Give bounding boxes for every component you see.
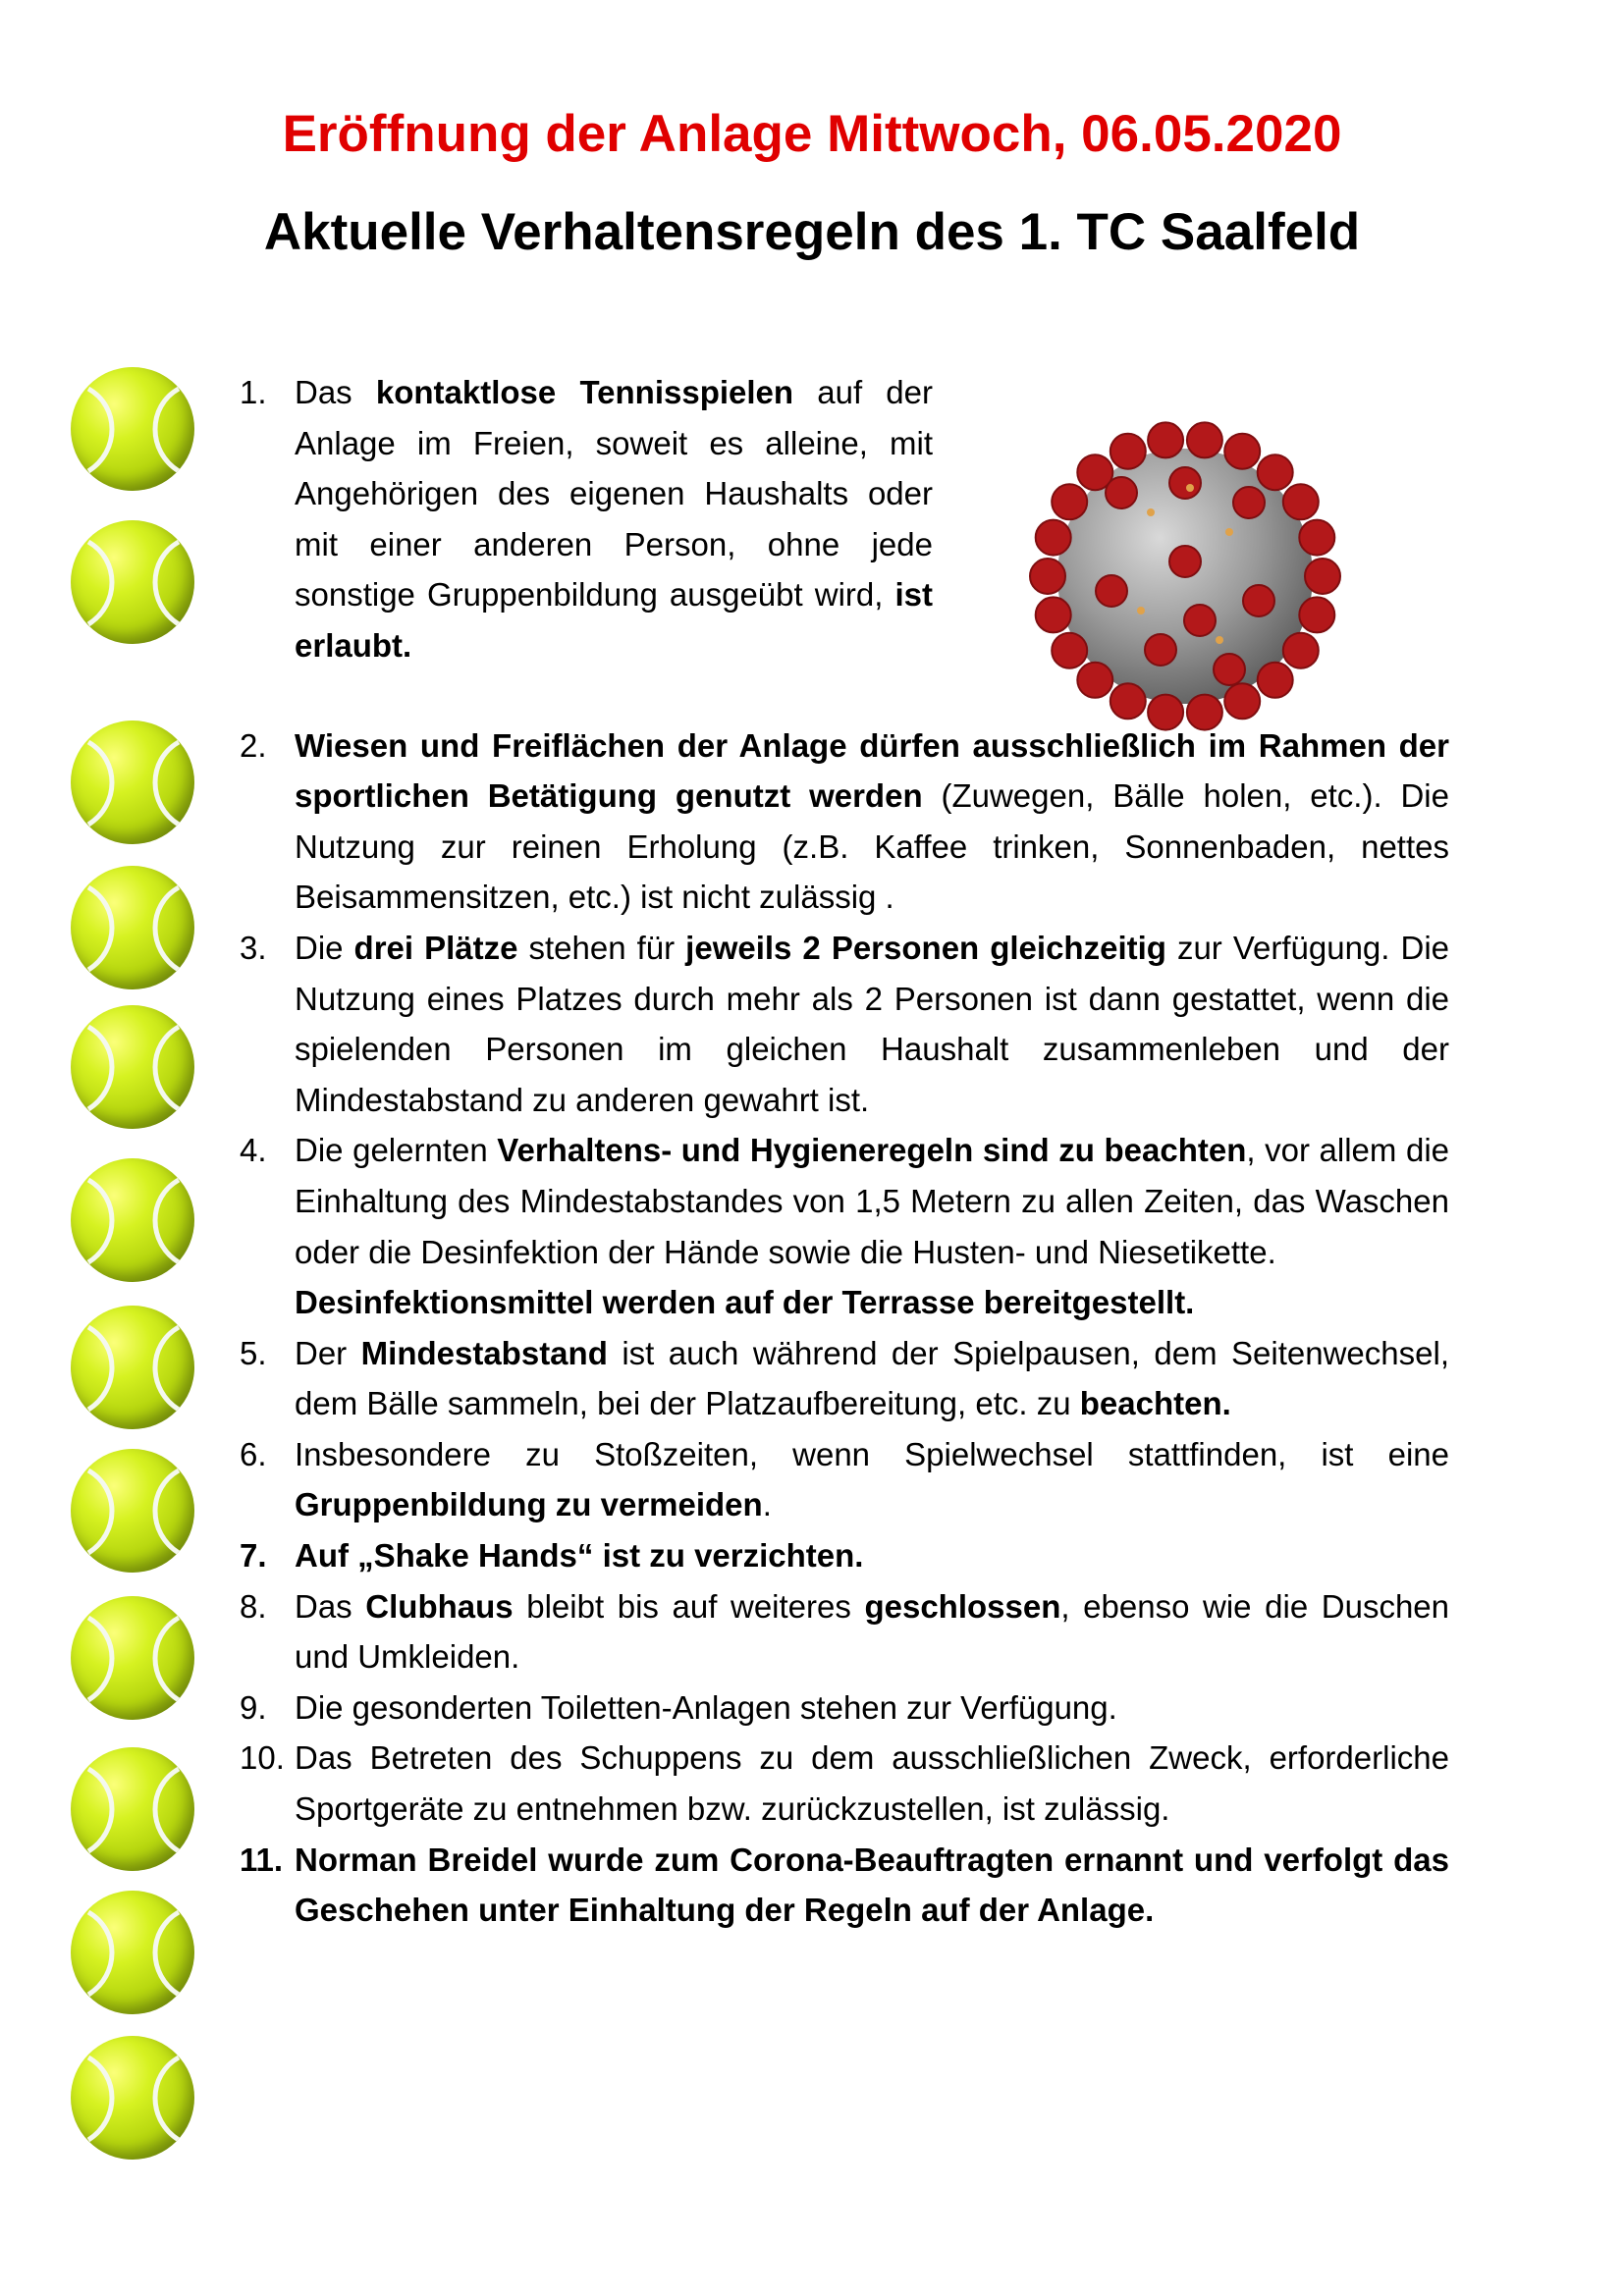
rule-number: 5. [240, 1334, 267, 1371]
rule-text-part: ist erlaubt. [295, 576, 933, 664]
tennis-ball-icon [71, 1158, 194, 1282]
rule-text-part: ist auch während der Spielpausen, dem Seitenwechsel, dem Bälle sammeln, bei der Platzaufbereitung, etc. zu [295, 1334, 1449, 1422]
rule-number: 2. [240, 726, 267, 764]
rule-text [295, 1733, 1449, 1834]
rule-text-part: auf der Anlage im Freien, soweit es alleine, mit Angehörigen des eigenen Haushalts oder mit einer anderen Person, ohne jede sonstige Gruppenbildung ausgeübt wird, [295, 374, 933, 614]
rule-number: 8. [240, 1587, 267, 1625]
rule-text [295, 1328, 1449, 1429]
tennis-ball-icon [71, 367, 194, 491]
rule-text-part: Auf „Shake Hands“ ist zu verzichten. [295, 1537, 864, 1575]
rule-text-part: . [762, 1486, 772, 1523]
rule-text-part: , ebenso wie die Duschen und Umkleiden. [295, 1587, 1450, 1676]
rule-text [295, 1429, 1449, 1530]
page-subtitle: Aktuelle Verhaltensregeln des 1. TC Saalfeld [263, 203, 1361, 261]
rule-item [240, 1682, 1449, 1734]
tennis-ball-icon [71, 2036, 194, 2160]
rules-list [240, 367, 1449, 1936]
rule-item [240, 1581, 1449, 1682]
rule-text-part: Wiesen und Freiflächen der Anlage dürfen ausschließlich im Rahmen der sportlichen Betätigung genutzt werden [295, 726, 1449, 815]
rule-item [240, 1733, 1449, 1834]
rule-text-part: Norman Breidel wurde zum Corona-Beauftragten ernannt und verfolgt das Geschehen unter Einhaltung der Regeln auf der Anlage. [295, 1841, 1449, 1929]
rule-number: 11. [240, 1841, 284, 1878]
rule-item [240, 1328, 1449, 1429]
rule-number: 1. [240, 374, 267, 410]
rule-text-part: Die [295, 929, 354, 966]
rule-text-part: Der [295, 1334, 361, 1371]
tennis-ball-icon [71, 1891, 194, 2014]
rule-text-part: geschlossen [864, 1587, 1061, 1625]
rule-text [295, 367, 933, 671]
rule-number: 9. [240, 1688, 267, 1726]
rule-text-part: kontaktlose Tennisspielen [375, 374, 794, 410]
tennis-ball-icon [71, 520, 194, 644]
rule-text-part: Insbesondere zu Stoßzeiten, wenn Spielwechsel stattfinden, ist eine [295, 1435, 1449, 1472]
tennis-ball-icon [71, 1747, 194, 1871]
rule-text [295, 721, 1449, 923]
rule-text-part: (Zuwegen, Bälle holen, etc.). Die Nutzung zur reinen Erholung (z.B. Kaffee trinken, Sonnenbaden, nettes Beisammensitzen, etc.) ist nicht zulässig . [295, 777, 1449, 916]
rule-text [295, 1125, 1449, 1327]
tennis-ball-icon [71, 1005, 194, 1129]
rule-text-part: Das [295, 374, 376, 410]
tennis-ball-icon [71, 866, 194, 989]
rule-text-part: zur Verfügung. Die Nutzung eines Platzes durch mehr als 2 Personen ist dann gestattet, wenn die spielenden Personen im gleichen Haushalt zusammenleben und der Mindestabstand zu anderen gewahrt ist. [295, 929, 1449, 1118]
rule-number: 6. [240, 1435, 267, 1472]
tennis-ball-icon [71, 1306, 194, 1429]
rule-item [240, 721, 1449, 923]
rule-number: 4. [240, 1132, 267, 1169]
page-title: Eröffnung der Anlage Mittwoch, 06.05.2020 [282, 105, 1342, 163]
rule-text [295, 1835, 1449, 1936]
rule-text [295, 1682, 1449, 1734]
rule-text [295, 923, 1449, 1125]
tennis-ball-icon [71, 1449, 194, 1573]
rule-text-part: beachten. [1079, 1385, 1231, 1422]
rule-text-part: jeweils 2 Personen gleichzeitig [685, 929, 1166, 966]
rule-text-part: Das [295, 1587, 366, 1625]
rule-text-part: Mindestabstand [360, 1334, 608, 1371]
rule-number: 3. [240, 929, 267, 966]
rule-text-part: stehen für [517, 929, 686, 966]
rule-text-part: bleibt bis auf weiteres [513, 1587, 865, 1625]
rule-text [295, 1530, 1449, 1581]
rule-text-part: , vor allem die Einhaltung des Mindestabstandes von 1,5 Metern zu allen Zeiten, das Waschen oder die Desinfektion der Hände sowie die Husten- und Niesetikette. [295, 1132, 1450, 1270]
rule-item [240, 1530, 1449, 1581]
rule-text-part: Das Betreten des Schuppens zu dem ausschließlichen Zweck, erforderliche Sportgeräte zu entnehmen bzw. zurückzustellen, ist zulässig. [295, 1739, 1449, 1828]
tennis-ball-icon [71, 721, 194, 844]
rule-note: Desinfektionsmittel werden auf der Terrasse bereitgestellt. [295, 1284, 1195, 1321]
rule-text [295, 1581, 1449, 1682]
rule-text-part: Die gelernten [295, 1132, 498, 1169]
rule-item [240, 1125, 1449, 1327]
tennis-ball-icon [71, 1596, 194, 1720]
rule-number: 7. [240, 1537, 267, 1575]
rule-text-part: Verhaltens- und Hygieneregeln sind zu beachten [497, 1132, 1247, 1169]
rule-item [240, 923, 1449, 1125]
rule-text-part: Die gesonderten Toiletten-Anlagen stehen zur Verfügung. [295, 1688, 1117, 1726]
rule-item [240, 1429, 1449, 1530]
rule-number: 10. [240, 1739, 285, 1777]
rule-text-part: drei Plätze [353, 929, 518, 966]
rule-text-part: Clubhaus [365, 1587, 514, 1625]
rule-text-part: Gruppenbildung zu vermeiden [295, 1486, 763, 1523]
rule-item [240, 367, 1449, 671]
rule-item [240, 1835, 1449, 1936]
